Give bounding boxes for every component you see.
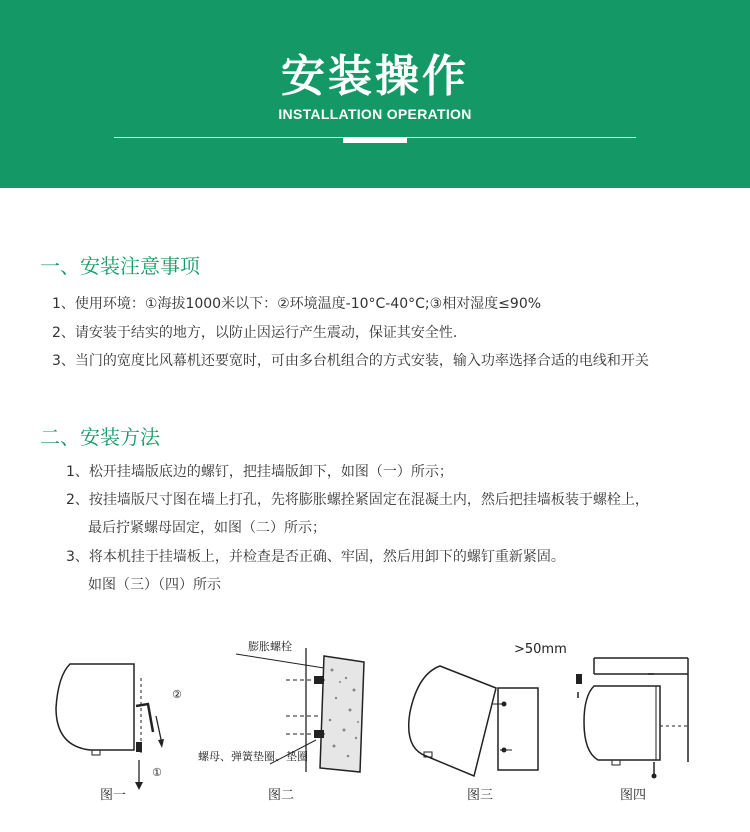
figure-2-caption: 图二 [268,788,295,803]
figure-1-caption: 图一 [100,788,127,803]
page-subtitle: INSTALLATION OPERATION [278,106,472,122]
section1-item-1: 1、使用环境：①海拔1000米以下：②环境温度-10°C-40°C;③相对湿度≤90% [52,296,542,312]
figure-2-label-bottom: 螺母、弹簧垫圈、垫圈 [198,750,308,763]
section1-item-2: 2、请安装于结实的地方，以防止因运行产生震动，保证其安全性. [52,325,458,341]
section1-item-3: 3、当门的宽度比风幕机还要宽时，可由多台机组合的方式安装，输入功率选择合适的电线和开关 [52,353,649,369]
banner-accent-bar [343,137,407,143]
figure-4-drawing [572,652,702,787]
figure-3-drawing [400,654,560,784]
page-title: 安装操作 [281,51,469,102]
header-banner [0,0,750,188]
figure-1-label-2: ② [172,688,182,701]
section1-heading: 一、安装注意事项 [40,254,200,278]
section2-line-2: 2、按挂墙版尺寸图在墙上打孔，先将膨胀螺拴紧固定在混凝土内，然后把挂墙板装于螺栓上， [66,492,649,508]
figures-area [0,630,750,830]
section2-heading: 二、安装方法 [40,425,160,449]
section2-line-4: 3、将本机挂于挂墙板上，并检查是否正确、牢固，然后用卸下的螺钉重新紧固。 [66,549,565,565]
figure-4-caption: 图四 [620,788,647,803]
figure-3-caption: 图三 [467,788,494,803]
figure-1-label-1: ① [152,766,162,779]
section2-line-5: 如图（三）（四）所示 [88,577,221,593]
figure-2-label-top: 膨胀螺栓 [248,640,292,653]
figure-3-label-top: >50mm [514,642,567,657]
section2-line-1: 1、松开挂墙版底边的螺钉，把挂墙版卸下，如图（一）所示； [66,464,453,480]
section2-line-3: 最后拧紧螺母固定，如图（二）所示； [88,520,326,536]
figure-1-drawing [50,658,200,798]
